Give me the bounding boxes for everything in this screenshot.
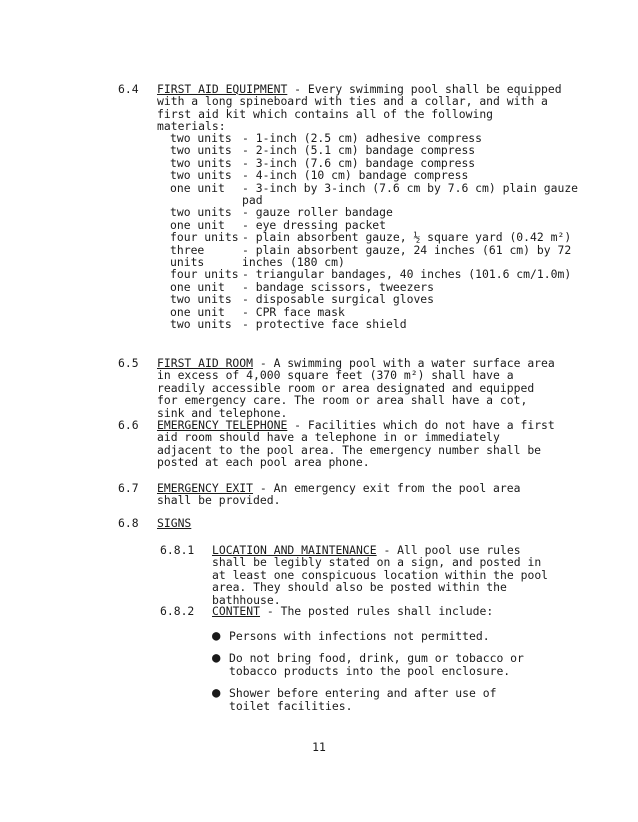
kit-item: - 3-inch (7.6 cm) bandage compress: [242, 155, 476, 170]
bullet-icon: ●: [212, 650, 221, 667]
list-item: [170, 293, 590, 305]
list-item: [170, 144, 590, 156]
kit-item: - triangular bandages, 40 inches (101.6 cm/1.0m): [242, 267, 572, 282]
kit-quantity: two units: [170, 168, 232, 183]
bullet-text: Shower before entering and after use of toilet facilities.: [229, 686, 497, 713]
kit-item: - bandage scissors, tweezers: [242, 279, 435, 294]
rules-bullet-list: [212, 630, 572, 722]
section-text: - A swimming pool with a water surface area in excess of 4,000 square feet (370 m²) shall have a readily accessible room or area designated and equipped for emergency care. The room or area shall have a cot, sink and telephone.: [157, 356, 555, 420]
kit-item: - 1-inch (2.5 cm) adhesive compress: [242, 131, 483, 145]
kit-quantity: two units: [170, 143, 232, 158]
section-6-6: [118, 419, 578, 469]
section-title: FIRST AID EQUIPMENT: [157, 82, 288, 96]
kit-quantity: four units: [170, 230, 239, 245]
kit-item: - 2-inch (5.1 cm) bandage compress: [242, 143, 476, 158]
kit-quantity: two units: [170, 292, 232, 307]
section-number: 6.8.1: [160, 543, 195, 557]
kit-item: - CPR face mask: [242, 304, 345, 319]
list-item: [170, 244, 590, 269]
kit-item: - protective face shield: [242, 317, 407, 332]
list-item: [212, 687, 572, 712]
list-item: [170, 206, 590, 218]
list-item: [170, 231, 590, 243]
kit-item: - gauze roller bandage: [242, 205, 393, 220]
bullet-text: Do not bring food, drink, gum or tobacco or tobacco products into the pool enclosure.: [229, 651, 524, 678]
section-number: 6.4: [118, 82, 139, 96]
first-aid-kit-list: [170, 132, 590, 331]
bullet-icon: ●: [212, 628, 221, 644]
section-title: FIRST AID ROOM: [157, 356, 254, 370]
kit-quantity: one unit: [170, 217, 225, 232]
kit-item: - plain absorbent gauze, ½ square yard (0.42 m²): [242, 230, 572, 245]
section-number: 6.8: [118, 516, 139, 530]
section-title: EMERGENCY TELEPHONE: [157, 418, 288, 432]
section-text: - Every swimming pool shall be equipped with a long spineboard with ties and a collar, and with a first aid kit which contains all of the following materials:: [157, 82, 562, 134]
kit-quantity: one unit: [170, 180, 225, 195]
section-text: - Facilities which do not have a first aid room should have a telephone in or immediately adjacent to the pool area. The emergency number shall be posted at each pool area phone.: [157, 418, 555, 470]
kit-quantity: one unit: [170, 279, 225, 294]
kit-quantity: two units: [170, 155, 232, 170]
section-text: - The posted rules shall include:: [260, 604, 494, 618]
list-item: [170, 182, 590, 207]
section-6-8: [118, 517, 578, 529]
kit-quantity: three units: [170, 242, 205, 270]
section-number: 6.6: [118, 418, 139, 432]
section-number: 6.5: [118, 356, 139, 370]
list-item: [212, 630, 572, 642]
kit-item: - disposable surgical gloves: [242, 292, 435, 307]
kit-quantity: one unit: [170, 304, 225, 319]
section-title: EMERGENCY EXIT: [157, 481, 254, 495]
section-6-4: [118, 83, 578, 133]
list-item: [212, 652, 572, 677]
kit-item: - 3-inch by 3-inch (7.6 cm by 7.6 cm) plain gauze pad: [242, 180, 579, 208]
kit-quantity: two units: [170, 131, 232, 145]
section-text: - All pool use rules shall be legibly stated on a sign, and posted in at least one conspicuous location within the pool area. They should also be posted within the bathhouse.: [212, 543, 549, 607]
page-number: 11: [312, 740, 326, 754]
section-title: LOCATION AND MAINTENANCE: [212, 543, 377, 557]
bullet-text: Persons with infections not permitted.: [229, 629, 490, 643]
list-item: [170, 169, 590, 181]
section-number: 6.8.2: [160, 604, 195, 618]
section-6-7: [118, 482, 578, 507]
kit-item: - eye dressing packet: [242, 217, 387, 232]
section-6-8-1: [160, 544, 580, 606]
kit-quantity: two units: [170, 205, 232, 220]
section-text: - An emergency exit from the pool area shall be provided.: [157, 481, 521, 508]
section-title: CONTENT: [212, 604, 261, 618]
kit-item: - plain absorbent gauze, 24 inches (61 cm) by 72 inches (180 cm): [242, 242, 572, 270]
kit-quantity: two units: [170, 317, 232, 332]
kit-quantity: four units: [170, 267, 239, 282]
list-item: [170, 318, 590, 330]
section-number: 6.7: [118, 481, 139, 495]
section-6-8-2: [160, 605, 580, 617]
kit-item: - 4-inch (10 cm) bandage compress: [242, 168, 469, 183]
bullet-icon: ●: [212, 685, 221, 702]
section-title: SIGNS: [157, 516, 192, 530]
section-6-5: [118, 357, 578, 419]
list-item: [170, 268, 590, 280]
